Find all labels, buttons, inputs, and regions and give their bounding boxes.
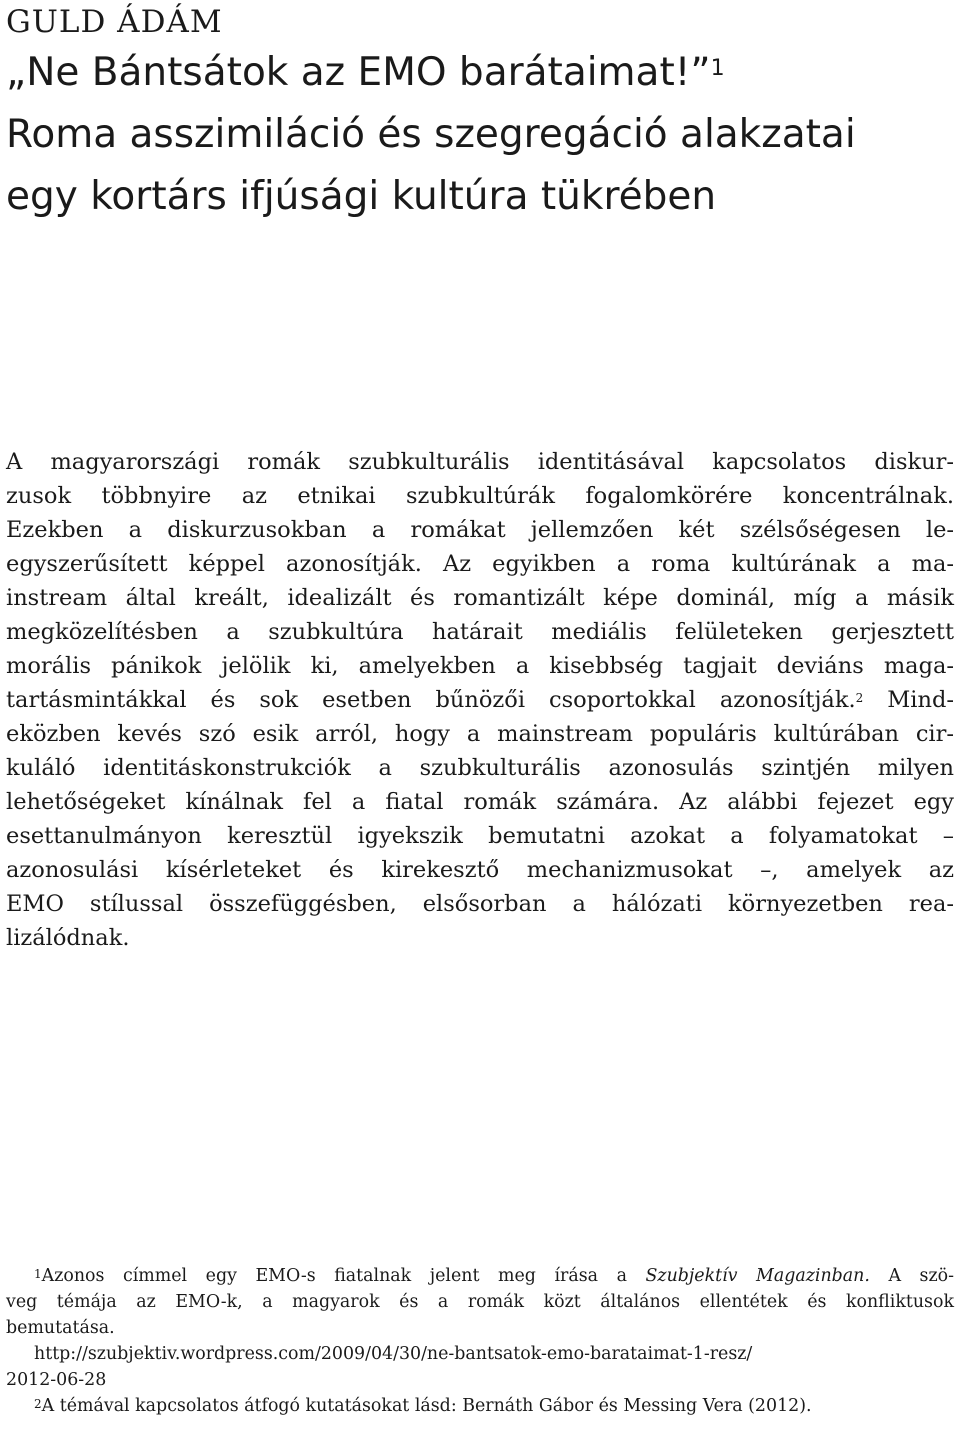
footnote-1-italic: Szubjektív Magazinban. (645, 1266, 870, 1286)
title-line-1 (6, 42, 946, 104)
body-line: zusok többnyire az etnikai szubkultúrák fogalomkörére koncentrálnak. (6, 483, 954, 509)
footnote-ref-2: 2 (855, 691, 864, 705)
title-line-1-text: „Ne Bántsátok az EMO barátaimat!” (6, 50, 711, 95)
title-line-3: egy kortárs ifjúsági kultúra tükrében (6, 174, 717, 219)
footnote-1-url: http://szubjektiv.wordpress.com/2009/04/30/ne-bantsatok-emo-barataimat-1-resz/ (34, 1344, 753, 1364)
body-line: megközelítésben a szubkultúra határait mediális felületeken gerjesztett (6, 619, 954, 645)
body-line: kuláló identitáskonstrukciók a szubkulturális azonosulás szintjén milyen (6, 755, 954, 781)
footnote-1-line-2: veg témája az EMO-k, a magyarok és a romák közt általános ellentétek és konfliktusok (6, 1292, 954, 1312)
body-line (6, 683, 954, 717)
footnotes (6, 1263, 954, 1419)
footnote-1-mark: 1 (34, 1267, 42, 1281)
footnote-2-text: A témával kapcsolatos átfogó kutatásokat lásd: Bernáth Gábor és Messing Vera (2012). (41, 1396, 812, 1416)
chapter-title (6, 42, 946, 228)
body-line: esettanulmányon keresztül igyekszik bemutatni azokat a folyamatokat – (6, 823, 954, 849)
footnote-2 (6, 1393, 954, 1419)
footnote-1 (6, 1263, 954, 1289)
body-line: lehetőségeket kínálnak fel a fiatal romák számára. Az alábbi fejezet egy (6, 789, 954, 815)
body-line: lizálódnak. (6, 925, 130, 951)
body-line-text: tartásmintákkal és sok esetben bűnözői csoportokkal azonosítják. (6, 687, 856, 713)
footnote-1-tail: A szö- (869, 1266, 954, 1286)
body-line: azonosulási kísérleteket és kirekesztő mechanizmusokat –, amelyek az (6, 857, 954, 883)
body-line: egyszerűsített képpel azonosítják. Az egyikben a roma kultúrának a ma- (6, 551, 954, 577)
body-line: A magyarországi romák szubkulturális identitásával kapcsolatos diskur- (6, 449, 954, 475)
body-line-tail: Mind- (863, 687, 954, 713)
footnote-1-text: Azonos címmel egy EMO-s fiatalnak jelent meg írása a (41, 1266, 646, 1286)
body-line: eközben kevés szó esik arról, hogy a mainstream populáris kultúrában cir- (6, 721, 954, 747)
body-line: instream által kreált, idealizált és romantizált képe dominál, míg a másik (6, 585, 954, 611)
body-line: Ezekben a diskurzusokban a romákat jellemzően két szélsőségesen le- (6, 517, 954, 543)
body-line: morális pánikok jelölik ki, amelyekben a kisebbség tagjait deviáns maga- (6, 653, 954, 679)
title-line-2: Roma asszimiláció és szegregáció alakzatai (6, 112, 856, 157)
footnote-ref-1: 1 (710, 56, 725, 81)
body-line: EMO stílussal összefüggésben, elsősorban a hálózati környezetben rea- (6, 891, 954, 917)
footnote-1-line-3: bemutatása. (6, 1318, 115, 1338)
footnote-1-date: 2012-06-28 (6, 1370, 107, 1390)
footnote-2-mark: 2 (34, 1397, 42, 1411)
author-name: GULD ÁDÁM (6, 4, 223, 40)
body-paragraph (6, 445, 954, 955)
